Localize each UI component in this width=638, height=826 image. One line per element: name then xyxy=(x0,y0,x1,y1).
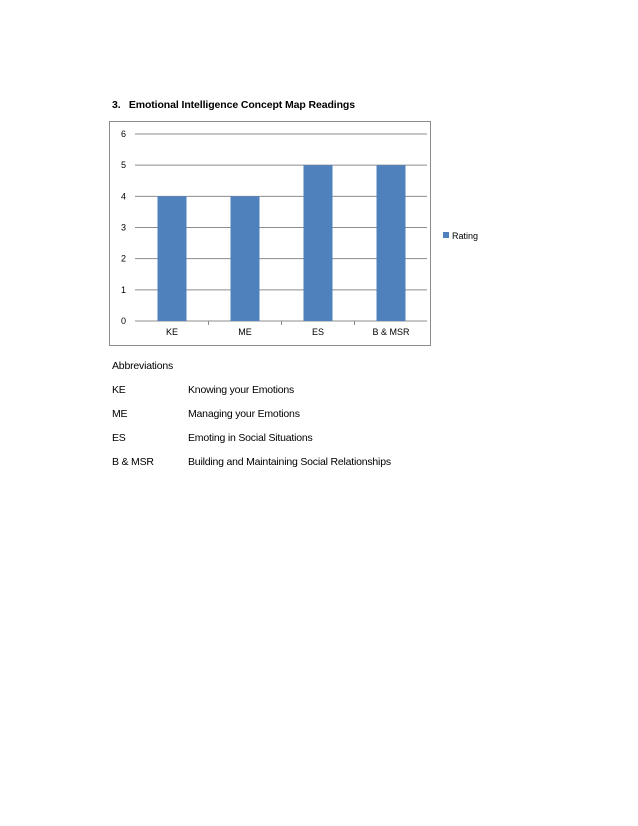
bar-es xyxy=(304,165,333,321)
y-tick-label: 6 xyxy=(121,129,127,139)
bar-b-msr xyxy=(377,165,406,321)
x-tick-label: ME xyxy=(238,327,252,337)
x-tick-label: KE xyxy=(165,327,179,337)
y-tick-label: 2 xyxy=(121,253,127,264)
bar-chart xyxy=(109,121,479,346)
abbreviation-meaning: Building and Maintaining Social Relationships xyxy=(188,456,391,468)
abbreviation-code: B & MSR xyxy=(112,456,154,468)
abbreviation-meaning: Knowing your Emotions xyxy=(188,384,295,396)
x-tick-label: ES xyxy=(311,327,325,337)
y-tick-label: 3 xyxy=(121,222,127,233)
abbreviations-list xyxy=(112,384,391,468)
y-tick-label: 0 xyxy=(121,316,127,326)
chart-canvas xyxy=(110,122,479,345)
abbreviation-code: ME xyxy=(112,408,128,420)
y-tick-label: 1 xyxy=(121,284,127,295)
abbreviation-row xyxy=(112,456,391,468)
chart-legend xyxy=(443,232,449,238)
x-tick-label: B & MSR xyxy=(372,327,410,337)
abbreviation-meaning: Emoting in Social Situations xyxy=(188,432,313,444)
y-tick-label: 5 xyxy=(121,160,127,171)
abbreviation-row xyxy=(112,384,391,396)
abbreviation-code: ES xyxy=(112,432,126,444)
abbreviation-meaning: Managing your Emotions xyxy=(188,408,300,420)
section-heading xyxy=(112,99,355,111)
section-title: Emotional Intelligence Concept Map Readings xyxy=(128,99,355,111)
bar-ke xyxy=(158,196,187,321)
section-number: 3. xyxy=(112,99,121,111)
abbreviation-code: KE xyxy=(112,384,126,396)
legend-label: Rating xyxy=(452,231,479,241)
y-tick-label: 4 xyxy=(121,191,127,202)
legend-swatch xyxy=(443,232,449,238)
abbreviation-row xyxy=(112,432,391,444)
abbreviations-section xyxy=(112,360,391,480)
abbreviations-title: Abbreviations xyxy=(112,360,174,372)
bar-me xyxy=(231,196,260,321)
abbreviation-row xyxy=(112,408,391,420)
